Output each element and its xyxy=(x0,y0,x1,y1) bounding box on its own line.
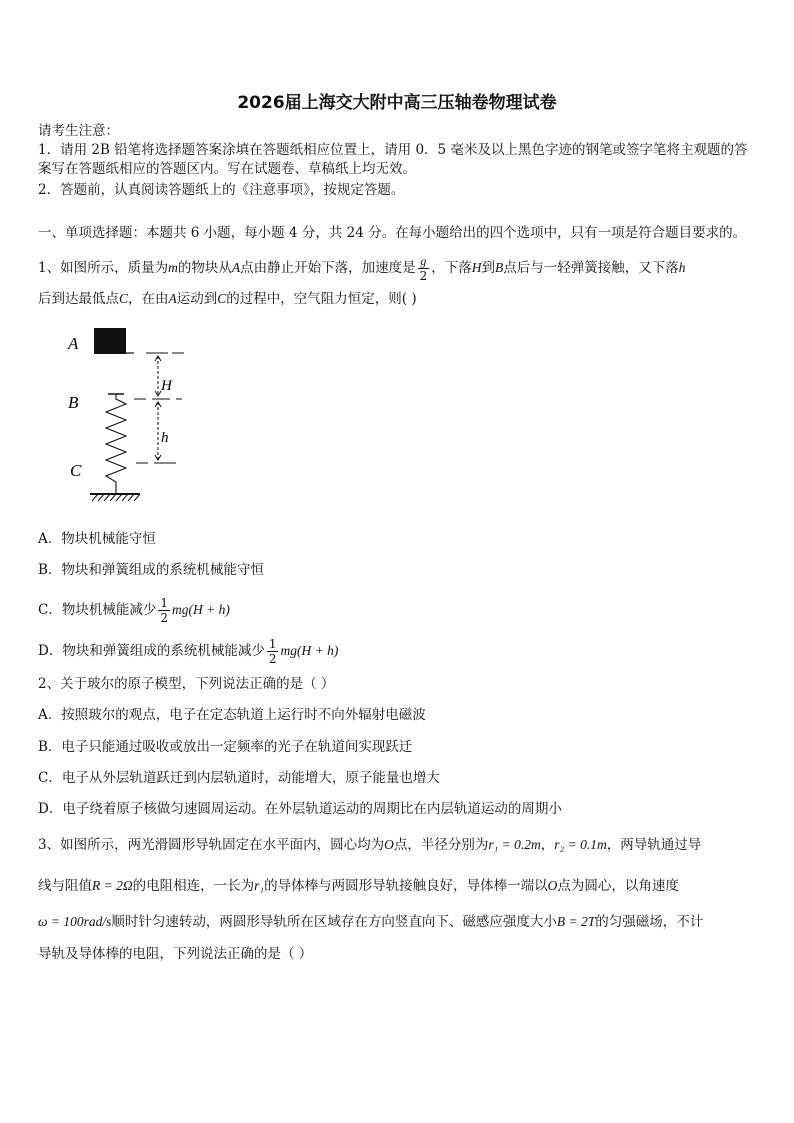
page-title: 2026届上海交大附中高三压轴卷物理试卷 xyxy=(237,93,557,113)
fraction-g-over-2: $\frac{g}{2}$ xyxy=(419,254,428,283)
q3-stem-line-2: 线与阻值R = 2Ω的电阻相连，一长为r₁的导体棒与两圆形导轨接触良好，导体棒一端以O点为圆心，以角速度 xyxy=(38,878,679,894)
q3-stem-line-4: 导轨及导体棒的电阻，下列说法正确的是（ ） xyxy=(38,946,313,962)
q1-option-a: A．物块机械能守恒 xyxy=(38,531,156,547)
q2-option-c: C．电子从外层轨道跃迁到内层轨道时，动能增大，原子能量也增大 xyxy=(38,770,440,786)
section-heading: 一、单项选择题：本题共 6 小题，每小题 4 分，共 24 分。在每小题给出的四个选项中，只有一项是符合题目要求的。 xyxy=(38,225,747,241)
fig-label-h: h xyxy=(161,430,169,446)
q2-option-d: D．电子绕着原子核做匀速圆周运动。在外层轨道运动的周期比在内层轨道运动的周期小 xyxy=(38,801,562,817)
notice-heading: 请考生注意： xyxy=(38,123,119,139)
notice-item-1-line-2: 案写在答题纸相应的答题区内。写在试题卷、草稿纸上均无效。 xyxy=(38,161,416,177)
q1-option-b: B．物块和弹簧组成的系统机械能守恒 xyxy=(38,562,264,578)
q1-option-c: C．物块机械能减少 $\frac{1}{2}$ mg(H + h) xyxy=(38,596,230,625)
block xyxy=(94,328,126,354)
q1-spring-figure xyxy=(60,322,200,527)
q3-stem-line-1: 3、如图所示，两光滑圆形导轨固定在水平面内，圆心均为O点，半径分别为r₁ = 0.2m，r₂ = 0.1m，两导轨通过导 xyxy=(38,837,702,853)
q1-option-d: D．物块和弹簧组成的系统机械能减少 $\frac{1}{2}$ mg(H + h) xyxy=(38,637,339,666)
q2-option-b: B．电子只能通过吸收或放出一定频率的光子在轨道间实现跃迁 xyxy=(38,739,413,755)
fig-label-H: H xyxy=(161,378,172,394)
fig-label-B: B xyxy=(68,393,79,412)
fig-label-C: C xyxy=(70,461,82,480)
q3-stem-line-3: ω = 100rad/s顺时针匀速转动，两圆形导轨所在区域存在方向竖直向下、磁感应强度大小B = 2T的匀强磁场，不计 xyxy=(38,914,704,930)
spring xyxy=(106,394,126,494)
q2-option-a: A．按照玻尔的观点，电子在定态轨道上运行时不向外辐射电磁波 xyxy=(38,707,426,723)
q1-stem-line-2: 后到达最低点C，在由A运动到C的过程中，空气阻力恒定，则( ) xyxy=(38,291,417,307)
q2-stem: 2、关于玻尔的原子模型，下列说法正确的是（ ） xyxy=(38,676,335,692)
q1-stem-line-1: 1、如图所示，质量为m的物块从A点由静止开始下落，加速度是 $\frac{g}{2}$ ，下落H到B点后与一轻弹簧接触，又下落h xyxy=(38,254,686,283)
fig-label-A: A xyxy=(68,334,79,353)
notice-item-2: 2．答题前，认真阅读答题纸上的《注意事项》，按规定答题。 xyxy=(38,182,405,198)
notice-item-1-line-1: 1．请用 2B 铅笔将选择题答案涂填在答题纸相应位置上，请用 0．5 毫米及以上黑色字迹的钢笔或签字笔将主观题的答 xyxy=(38,142,748,158)
